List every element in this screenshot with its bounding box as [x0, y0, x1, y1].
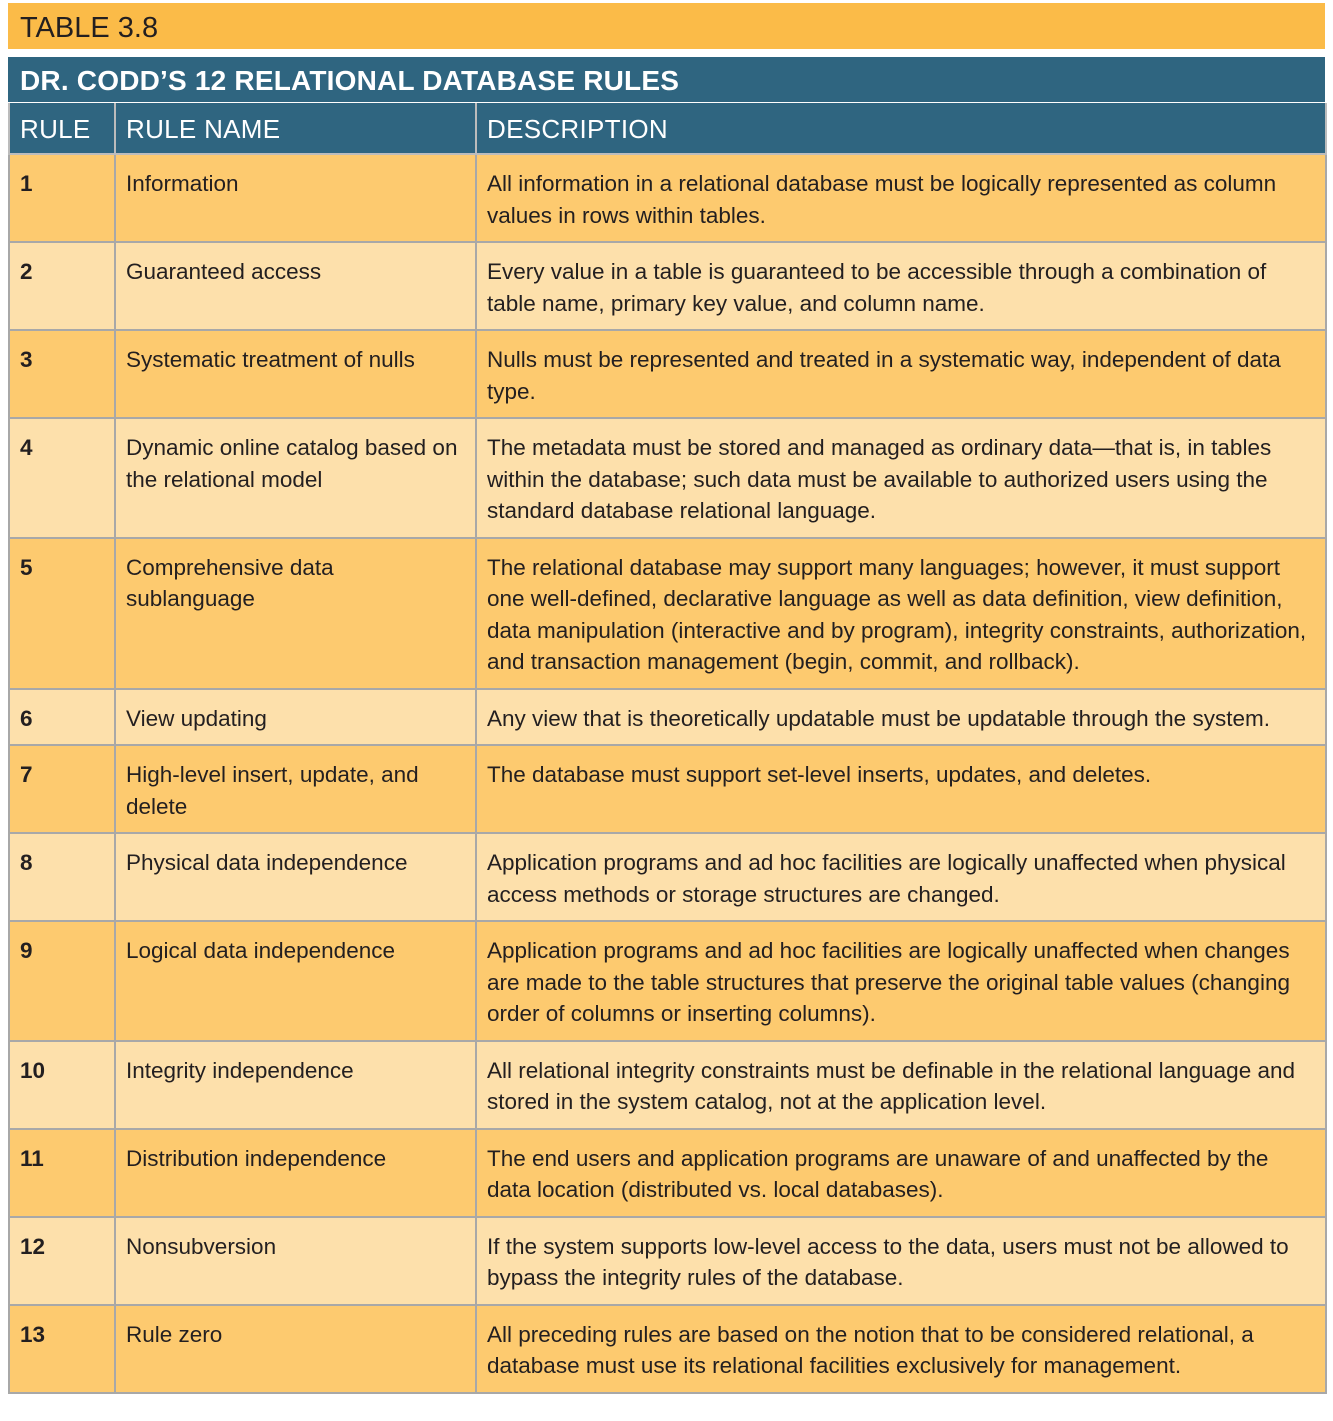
rule-description: Every value in a table is guaranteed to be accessible through a combination of table name, primary key value, and column name. [476, 242, 1326, 330]
rule-name: Rule zero [115, 1305, 476, 1393]
rule-description: All preceding rules are based on the notion that to be considered relational, a database must use its relational facilities exclusively for management. [476, 1305, 1326, 1393]
rule-description: The relational database may support many languages; however, it must support one well-defined, declarative language as well as data definition, view definition, data manipulation (interactive and by program), integrity constraints, authorization, and transaction management (begin, commit, and rollback). [476, 538, 1326, 689]
rule-number: 11 [9, 1129, 115, 1217]
table-title: DR. CODD’S 12 RELATIONAL DATABASE RULES [8, 57, 1325, 102]
rule-description: The metadata must be stored and managed as ordinary data—that is, in tables within the database; such data must be available to authorized users using the standard database relational language. [476, 418, 1326, 538]
table-row [9, 1217, 1326, 1305]
rule-number: 5 [9, 538, 115, 689]
column-header-description: DESCRIPTION [476, 103, 1326, 154]
rule-name: Comprehensive data sublanguage [115, 538, 476, 689]
rule-number: 8 [9, 833, 115, 921]
table-row [9, 745, 1326, 833]
table-row [9, 242, 1326, 330]
table-row [9, 921, 1326, 1041]
rule-description: All information in a relational database must be logically represented as column values in rows within tables. [476, 154, 1326, 242]
table-row [9, 330, 1326, 418]
rule-number: 9 [9, 921, 115, 1041]
rule-number: 6 [9, 689, 115, 746]
table-row [9, 1305, 1326, 1393]
rule-description: Nulls must be represented and treated in a systematic way, independent of data type. [476, 330, 1326, 418]
rule-description: All relational integrity constraints must be definable in the relational language and stored in the system catalog, not at the application level. [476, 1041, 1326, 1129]
table-figure [8, 3, 1325, 1394]
column-header-rule-name: RULE NAME [115, 103, 476, 154]
rule-description: Any view that is theoretically updatable must be updatable through the system. [476, 689, 1326, 746]
rule-number: 4 [9, 418, 115, 538]
rule-name: Nonsubversion [115, 1217, 476, 1305]
table-row [9, 1129, 1326, 1217]
rule-number: 2 [9, 242, 115, 330]
table-header-row [9, 103, 1326, 154]
rule-name: High-level insert, update, and delete [115, 745, 476, 833]
rule-number: 13 [9, 1305, 115, 1393]
rule-number: 3 [9, 330, 115, 418]
rule-number: 7 [9, 745, 115, 833]
table-row [9, 418, 1326, 538]
rule-description: Application programs and ad hoc facilities are logically unaffected when changes are made to the table structures that preserve the original table values (changing order of columns or inserting columns). [476, 921, 1326, 1041]
rule-description: If the system supports low-level access to the data, users must not be allowed to bypass the integrity rules of the database. [476, 1217, 1326, 1305]
rule-name: View updating [115, 689, 476, 746]
codd-rules-table [8, 103, 1327, 1394]
rule-name: Guaranteed access [115, 242, 476, 330]
rule-name: Integrity independence [115, 1041, 476, 1129]
table-row [9, 833, 1326, 921]
rule-number: 10 [9, 1041, 115, 1129]
rule-number: 1 [9, 154, 115, 242]
rule-description: The database must support set-level inserts, updates, and deletes. [476, 745, 1326, 833]
column-header-rule: RULE [9, 103, 115, 154]
table-row [9, 689, 1326, 746]
rule-name: Dynamic online catalog based on the relational model [115, 418, 476, 538]
rule-number: 12 [9, 1217, 115, 1305]
table-row [9, 154, 1326, 242]
table-number-label: TABLE 3.8 [8, 3, 1325, 49]
rule-description: The end users and application programs are unaware of and unaffected by the data location (distributed vs. local databases). [476, 1129, 1326, 1217]
rule-name: Physical data independence [115, 833, 476, 921]
rule-name: Distribution independence [115, 1129, 476, 1217]
rule-description: Application programs and ad hoc facilities are logically unaffected when physical access methods or storage structures are changed. [476, 833, 1326, 921]
rule-name: Logical data independence [115, 921, 476, 1041]
rule-name: Systematic treatment of nulls [115, 330, 476, 418]
table-row [9, 538, 1326, 689]
rule-name: Information [115, 154, 476, 242]
table-row [9, 1041, 1326, 1129]
